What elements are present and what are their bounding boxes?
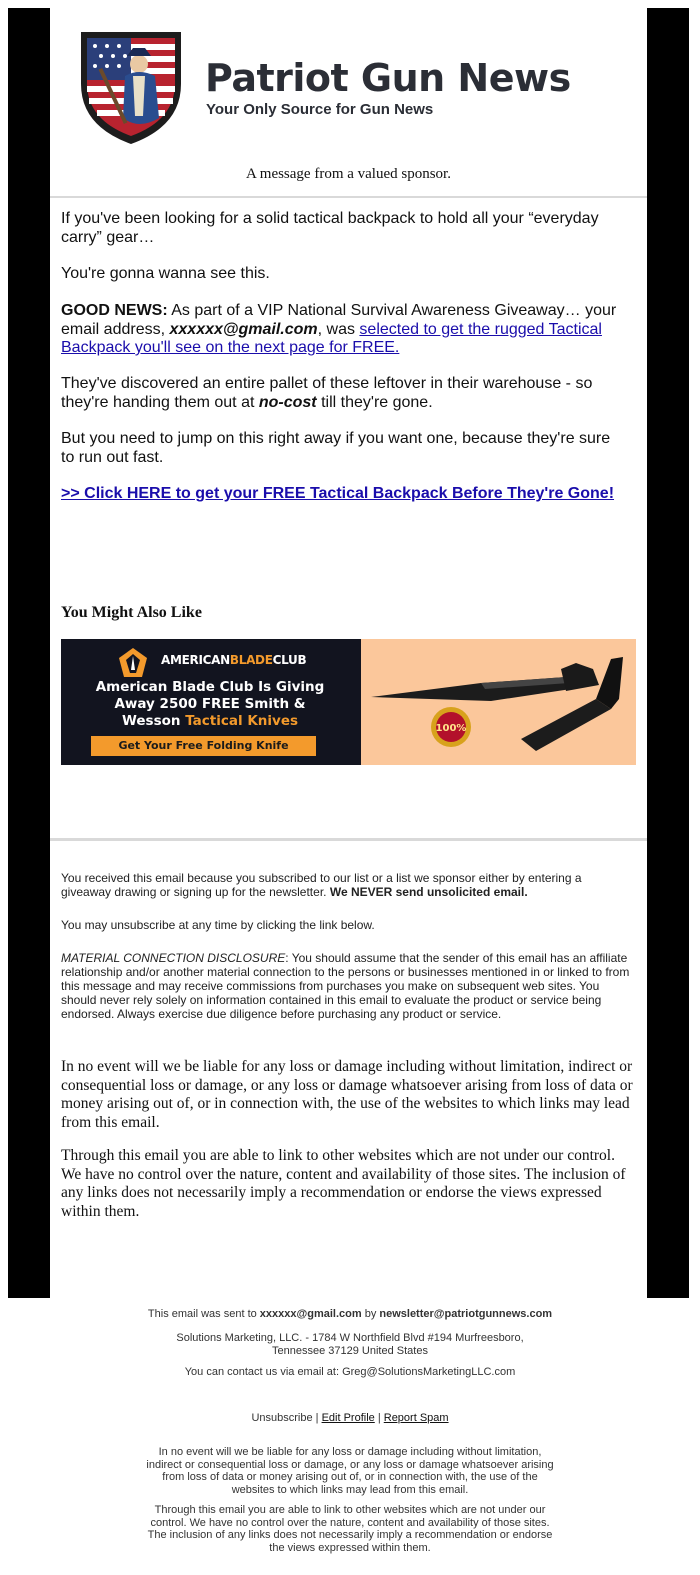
banner-headline: American Blade Club Is Giving Away 2500 FREE Smith & Wesson Tactical Knives xyxy=(95,679,325,729)
liability-paragraph: In no event will we be liable for any loss or damage including without limitation, indirect or consequential loss or damage, or any loss or damage whatsoever arising from loss of data or money arising out of, or in connection with, the use of the websites to which links may lead from this email. xyxy=(61,1058,633,1131)
good-news-paragraph xyxy=(61,302,621,358)
sent-to-line: This email was sent to xxxxxx@gmail.com by newsletter@patriotgunnews.com xyxy=(147,1308,553,1320)
outer-external-links: Through this email you are able to link to other websites which are not under our control. We have no control over the nature, content and availability of those sites. The inclusion of any links does not necessarily imply a recommendation or endorse the views expressed within them. xyxy=(147,1504,553,1554)
pallet-paragraph xyxy=(61,375,621,412)
brand-tagline: Your Only Source for Gun News xyxy=(206,101,434,118)
divider xyxy=(50,838,647,841)
good-news-text: As part of a VIP National Survival Awareness Giveaway… your email address, xyxy=(61,302,617,338)
company-address: Solutions Marketing, LLC. - 1784 W Northfield Blvd #194 Murfreesboro, Tennessee 37129 United States xyxy=(176,1332,524,1357)
outer-liability: In no event will we be liable for any loss or damage including without limitation, indirect or consequential loss or damage, or any loss or damage whatsoever arising from loss of data or money arising out of, or in connection with, the use of the websites to which links may lead from this email. xyxy=(146,1446,554,1496)
cta-backpack-link[interactable]: >> Click HERE to get your FREE Tactical Backpack Before They're Gone! xyxy=(61,485,615,502)
report-spam-link[interactable]: Report Spam xyxy=(383,1412,449,1424)
guarantee-badge xyxy=(431,707,471,747)
urgency-paragraph: But you need to jump on this right away if you want one, because they're sure to run out fast. xyxy=(61,430,611,466)
patriot-shield-logo xyxy=(75,26,187,148)
svg-text:100%: 100% xyxy=(435,723,467,734)
sender-email: newsletter@patriotgunnews.com xyxy=(379,1308,553,1320)
contact-line: You can contact us via email at: Greg@SolutionsMarketingLLC.com xyxy=(184,1366,516,1378)
footer-links: Unsubscribe | Edit Profile | Report Spam xyxy=(251,1412,449,1424)
selected-offer-link[interactable]: selected to get the rugged Tactical Backpack you'll see on the next page for FREE. xyxy=(61,320,602,356)
folding-knives-image xyxy=(361,639,636,765)
teaser-paragraph: You're gonna wanna see this. xyxy=(61,265,270,282)
edit-profile-link[interactable]: Edit Profile xyxy=(321,1412,375,1424)
sponsor-note: A message from a valued sponsor. xyxy=(246,166,451,182)
divider xyxy=(50,196,647,198)
no-cost-emphasis: no-cost xyxy=(258,393,317,411)
intro-paragraph: If you've been looking for a solid tactical backpack to hold all your “everyday carry” gear… xyxy=(61,210,599,246)
email-frame xyxy=(8,8,689,1298)
email-card xyxy=(50,8,647,1298)
unsubscribe-note: You may unsubscribe at any time by clicking the link below. xyxy=(61,918,375,932)
cta-paragraph xyxy=(61,485,621,504)
never-unsolicited-note: We NEVER send unsolicited email. xyxy=(329,885,528,899)
good-news-label: GOOD NEWS: xyxy=(61,302,168,319)
blade-club-brand: AMERICANBLADECLUB xyxy=(161,653,307,667)
knife-promo-banner[interactable] xyxy=(61,639,636,765)
unsubscribe-link[interactable]: Unsubscribe xyxy=(251,1412,313,1424)
recipient-email: xxxxxx@gmail.com xyxy=(169,320,318,338)
pallet-text-start: They've discovered an entire pallet of these leftover in their warehouse - so they're handing them out at xyxy=(61,375,593,411)
brand-name: Patriot Gun News xyxy=(205,56,571,100)
was-text: , was xyxy=(317,320,360,338)
disclosure-label: MATERIAL CONNECTION DISCLOSURE xyxy=(61,951,286,965)
sent-to-email: xxxxxx@gmail.com xyxy=(259,1308,362,1320)
material-disclosure: MATERIAL CONNECTION DISCLOSURE: You should assume that the sender of this email has an affiliate relationship and/or another material connection to the persons or businesses mentioned in or linked to from this message and may receive commissions from purchases you make on subsequent web sites. You should never rely solely on information contained in this email to evaluate the product or service being endorsed. Always exercise due diligence before purchasing any product or service. xyxy=(61,951,630,1021)
blade-club-logo-icon xyxy=(116,646,150,680)
external-links-paragraph: Through this email you are able to link to other websites which are not under our control. We have no control over the nature, content and availability of those sites. The inclusion of any links does not necessarily imply a recommendation or endorse the views expressed within them. xyxy=(61,1147,626,1220)
subscription-reason: You received this email because you subscribed to our list or a list we sponsor either by entering a giveaway drawing or signing up for the newsletter. We NEVER send unsolicited email. xyxy=(61,871,582,899)
pallet-text-end: till they're gone. xyxy=(316,393,433,411)
you-might-also-like-heading: You Might Also Like xyxy=(61,604,202,621)
free-knife-button[interactable]: Get Your Free Folding Knife xyxy=(91,736,316,756)
